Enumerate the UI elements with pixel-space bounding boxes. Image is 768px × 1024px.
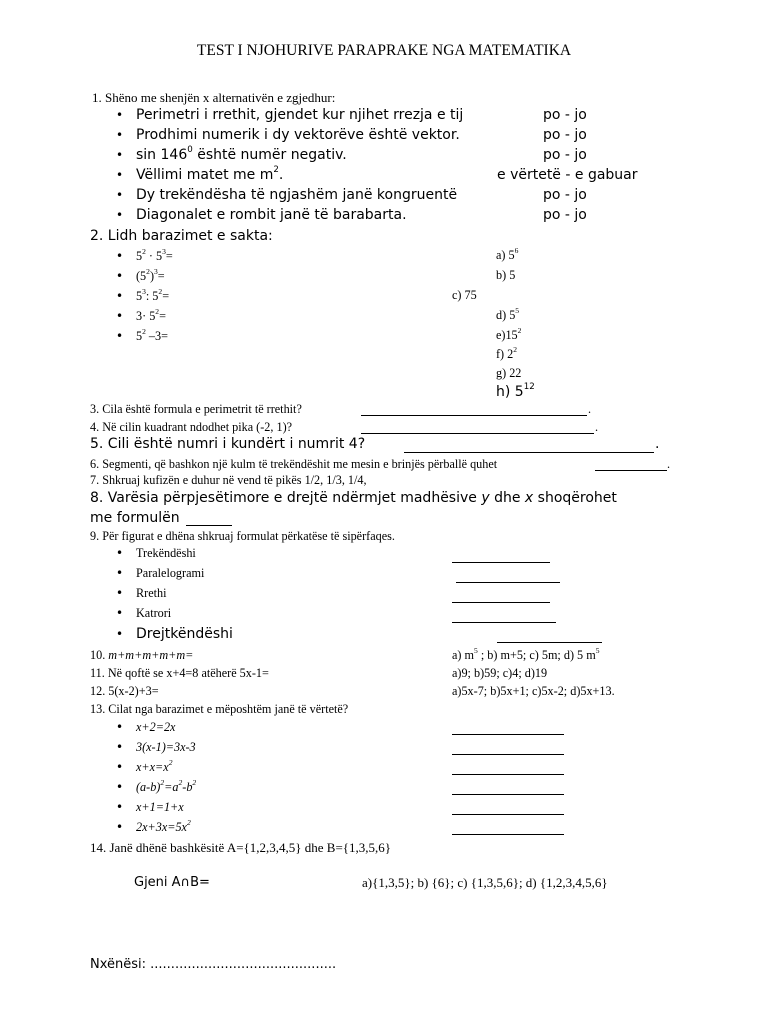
superscript: 2: [155, 307, 160, 317]
q1-statement: Dy trekëndësha të ngjashëm janë kongruentë: [136, 187, 458, 203]
q1-statement: Perimetri i rrethit, gjendet kur njihet rrezja e tij: [136, 107, 464, 123]
text-span: 5: [136, 329, 143, 343]
superscript: 2: [168, 758, 173, 768]
q2-answer-option: [496, 366, 521, 381]
text-span: g) 22: [496, 366, 522, 380]
text-span: x+2=2x: [136, 720, 176, 734]
superscript: 12: [523, 382, 535, 393]
superscript: 5: [515, 306, 520, 316]
q1-statement: [136, 147, 347, 163]
text-span: 3· 5: [136, 309, 156, 323]
q2-equation: [136, 289, 169, 304]
q8-line2: me formulën: [90, 510, 180, 526]
bullet-icon: •: [116, 188, 124, 202]
text-span: a) 5: [496, 248, 515, 262]
q7-text: 7. Shkruaj kufizën e duhur në vend të pikës 1/2, 1/3, 1/4,: [90, 473, 367, 487]
q13-answer-line[interactable]: [452, 754, 564, 755]
superscript: 2: [192, 778, 197, 788]
superscript: 0: [187, 145, 193, 156]
q10-options: a) $m^5$ ; b) m+5; c) 5m; d) 5 $m^5$: [452, 646, 600, 662]
bullet-icon: •: [116, 800, 124, 814]
bullet-icon: •: [116, 606, 124, 620]
bullet-icon: •: [116, 208, 124, 222]
q5-end: .: [655, 436, 660, 452]
q1-answer-choice[interactable]: po - jo: [543, 127, 587, 143]
q4-end: .: [595, 420, 599, 434]
bullet-icon: •: [116, 740, 124, 754]
q1-answer-choice[interactable]: e vërtetë - e gabuar: [497, 167, 638, 183]
text-span: =: [165, 249, 173, 263]
q14-options: a){1,3,5}; b) {6}; c) {1,3,5,6}; d) {1,2,3,4,5,6}: [362, 875, 608, 890]
text-span: ): [149, 269, 154, 283]
bullet-icon: •: [116, 586, 124, 600]
q13-equation: [136, 820, 191, 835]
q13-answer-line[interactable]: [452, 814, 564, 815]
text-span: -b: [182, 780, 193, 794]
text-span: e)15: [496, 328, 518, 342]
q9-figure-name: Paralelogrami: [136, 566, 205, 580]
q1-answer-choice[interactable]: po - jo: [543, 187, 587, 203]
superscript: 3: [154, 267, 158, 277]
q2-answer-option: [452, 288, 477, 303]
bullet-icon: •: [116, 269, 124, 283]
q5-answer-line[interactable]: [404, 452, 654, 453]
text-span: 5: [136, 249, 143, 263]
superscript: 3: [162, 247, 166, 257]
text-span: =: [157, 269, 165, 283]
q11-options: a)9; b)59; c)4; d)19: [452, 666, 548, 680]
text-span: =: [162, 289, 170, 303]
q13-equation: [136, 800, 184, 815]
bullet-icon: •: [116, 309, 124, 323]
q6-text: 6. Segmenti, që bashkon një kulm të trekëndëshit me mesin e brinjës përballë quhet: [90, 457, 498, 471]
bullet-icon: •: [116, 329, 124, 343]
q9-figure-name: Katrori: [136, 606, 172, 620]
text-span: x+x=x: [136, 760, 169, 774]
text-span: f) 2: [496, 347, 514, 361]
q2-equation: [136, 269, 165, 284]
bullet-icon: •: [116, 289, 124, 303]
bullet-icon: •: [116, 566, 124, 580]
bullet-icon: •: [116, 627, 124, 641]
q2-answer-option: [496, 248, 518, 263]
q9-answer-line[interactable]: [452, 622, 556, 623]
text-span: =a: [164, 780, 179, 794]
text-span: –3=: [145, 329, 168, 343]
student-name-field[interactable]: Nxënësi: .............................................: [90, 957, 337, 972]
q8-line1: 8. Varësia përpjesëtimore e drejtë ndërmjet madhësive y dhe x shoqërohet: [90, 490, 617, 506]
q13-equation: [136, 720, 175, 735]
q1-answer-choice[interactable]: po - jo: [543, 207, 587, 223]
superscript: 2: [160, 778, 165, 788]
q14-find-intersection: Gjeni A∩B=: [134, 875, 210, 890]
bullet-icon: •: [116, 168, 124, 182]
q2-equation: [136, 329, 168, 344]
q13-equation: [136, 780, 196, 795]
superscript: 2: [186, 818, 191, 828]
bullet-icon: •: [116, 249, 124, 263]
q2-equation: [136, 249, 173, 264]
q9-prompt: 9. Për figurat e dhëna shkruaj formulat përkatëse të sipërfaqes.: [90, 529, 395, 543]
bullet-icon: •: [116, 546, 124, 560]
q3-end: .: [588, 402, 592, 416]
text-span: (5: [136, 269, 147, 283]
text-span: 3(x-1)=3x-3: [136, 740, 196, 754]
q9-answer-line[interactable]: [456, 582, 560, 583]
q9-answer-line[interactable]: [452, 602, 550, 603]
text-span: =: [159, 309, 166, 323]
text-span: 2x+3x=5x: [136, 820, 187, 834]
superscript: 2: [142, 327, 146, 337]
q13-answer-line[interactable]: [452, 834, 564, 835]
q14-prompt: 14. Janë dhënë bashkësitë A={1,2,3,4,5} dhe B={1,3,5,6}: [90, 840, 392, 855]
q9-figure-name: Drejtkëndëshi: [136, 626, 233, 642]
text-span: .: [278, 167, 284, 183]
q9-answer-line[interactable]: [452, 562, 550, 563]
q2-answer-option: [496, 328, 521, 343]
q4-answer-line[interactable]: [361, 433, 594, 434]
q13-answer-line[interactable]: [452, 794, 564, 795]
q2-answer-option: [496, 268, 515, 283]
q1-statement: Prodhimi numerik i dy vektorëve është vektor.: [136, 127, 460, 143]
text-span: (a-b): [136, 780, 161, 794]
q13-prompt: 13. Cilat nga barazimet e mëposhtëm janë të vërtetë?: [90, 702, 349, 716]
test-title: TEST I NJOHURIVE PARAPRAKE NGA MATEMATIKA: [196, 42, 572, 59]
superscript: 3: [142, 287, 146, 297]
q3-answer-line[interactable]: [361, 415, 587, 416]
q13-equation: [136, 760, 172, 775]
text-span: x+1=1+x: [136, 800, 184, 814]
q12-options: a)5x-7; b)5x+1; c)5x-2; d)5x+13.: [452, 684, 615, 698]
q4-text: 4. Në cilin kuadrant ndodhet pika (-2, 1)?: [90, 420, 293, 434]
text-span: 5: [136, 289, 143, 303]
q1-prompt: 1. Shëno me shenjën x alternativën e zgjedhur:: [92, 90, 336, 105]
superscript: 2: [517, 326, 522, 336]
bullet-icon: •: [116, 108, 124, 122]
q13-answer-line[interactable]: [452, 774, 564, 775]
q10-text: 10. m+m+m+m+m=: [90, 648, 194, 662]
q2-equation: [136, 309, 166, 324]
bullet-icon: •: [116, 820, 124, 834]
text-span: c) 75: [452, 288, 477, 302]
bullet-icon: •: [116, 780, 124, 794]
superscript: 2: [513, 345, 518, 355]
text-span: h) 5: [496, 384, 524, 400]
text-span: : 5: [145, 289, 159, 303]
q1-answer-choice[interactable]: po - jo: [543, 107, 587, 123]
superscript: 2: [158, 287, 163, 297]
q9-figure-name: Rrethi: [136, 586, 167, 600]
bullet-icon: •: [116, 128, 124, 142]
bullet-icon: •: [116, 720, 124, 734]
superscript: 2: [273, 165, 279, 176]
bullet-icon: •: [116, 760, 124, 774]
q1-statement: Diagonalet e rombit janë të barabarta.: [136, 207, 407, 223]
superscript: 6: [514, 246, 519, 256]
q9-figure-name: Trekëndëshi: [136, 546, 196, 560]
q6-answer-line[interactable]: [595, 470, 667, 471]
q13-equation: [136, 740, 196, 755]
q8-answer-line[interactable]: [186, 525, 232, 526]
text-span: · 5: [145, 249, 163, 263]
text-span: b) 5: [496, 268, 516, 282]
superscript: 2: [178, 778, 183, 788]
text-span: Vëllimi matet me m: [136, 167, 274, 183]
text-span: sin 146: [136, 147, 188, 163]
q2-answer-option: [496, 384, 535, 400]
q6-end: .: [667, 457, 671, 471]
q3-text: 3. Cila është formula e perimetrit të rrethit?: [90, 402, 302, 416]
q13-answer-line[interactable]: [452, 734, 564, 735]
superscript: 2: [146, 267, 150, 277]
q2-prompt: 2. Lidh barazimet e sakta:: [90, 228, 273, 244]
bullet-icon: •: [116, 148, 124, 162]
superscript: 2: [142, 247, 146, 257]
q12-text: 12. 5(x-2)+3=: [90, 684, 159, 698]
q9-answer-line[interactable]: [497, 642, 602, 643]
q2-answer-option: [496, 347, 517, 362]
q1-answer-choice[interactable]: po - jo: [543, 147, 587, 163]
q5-text: 5. Cili është numri i kundërt i numrit 4?: [90, 436, 366, 452]
text-span: d) 5: [496, 308, 516, 322]
q2-answer-option: [496, 308, 519, 323]
q1-statement: [136, 167, 283, 183]
q11-text: 11. Në qoftë se x+4=8 atëherë 5x-1=: [90, 666, 269, 680]
text-span: është numër negativ.: [192, 147, 347, 163]
